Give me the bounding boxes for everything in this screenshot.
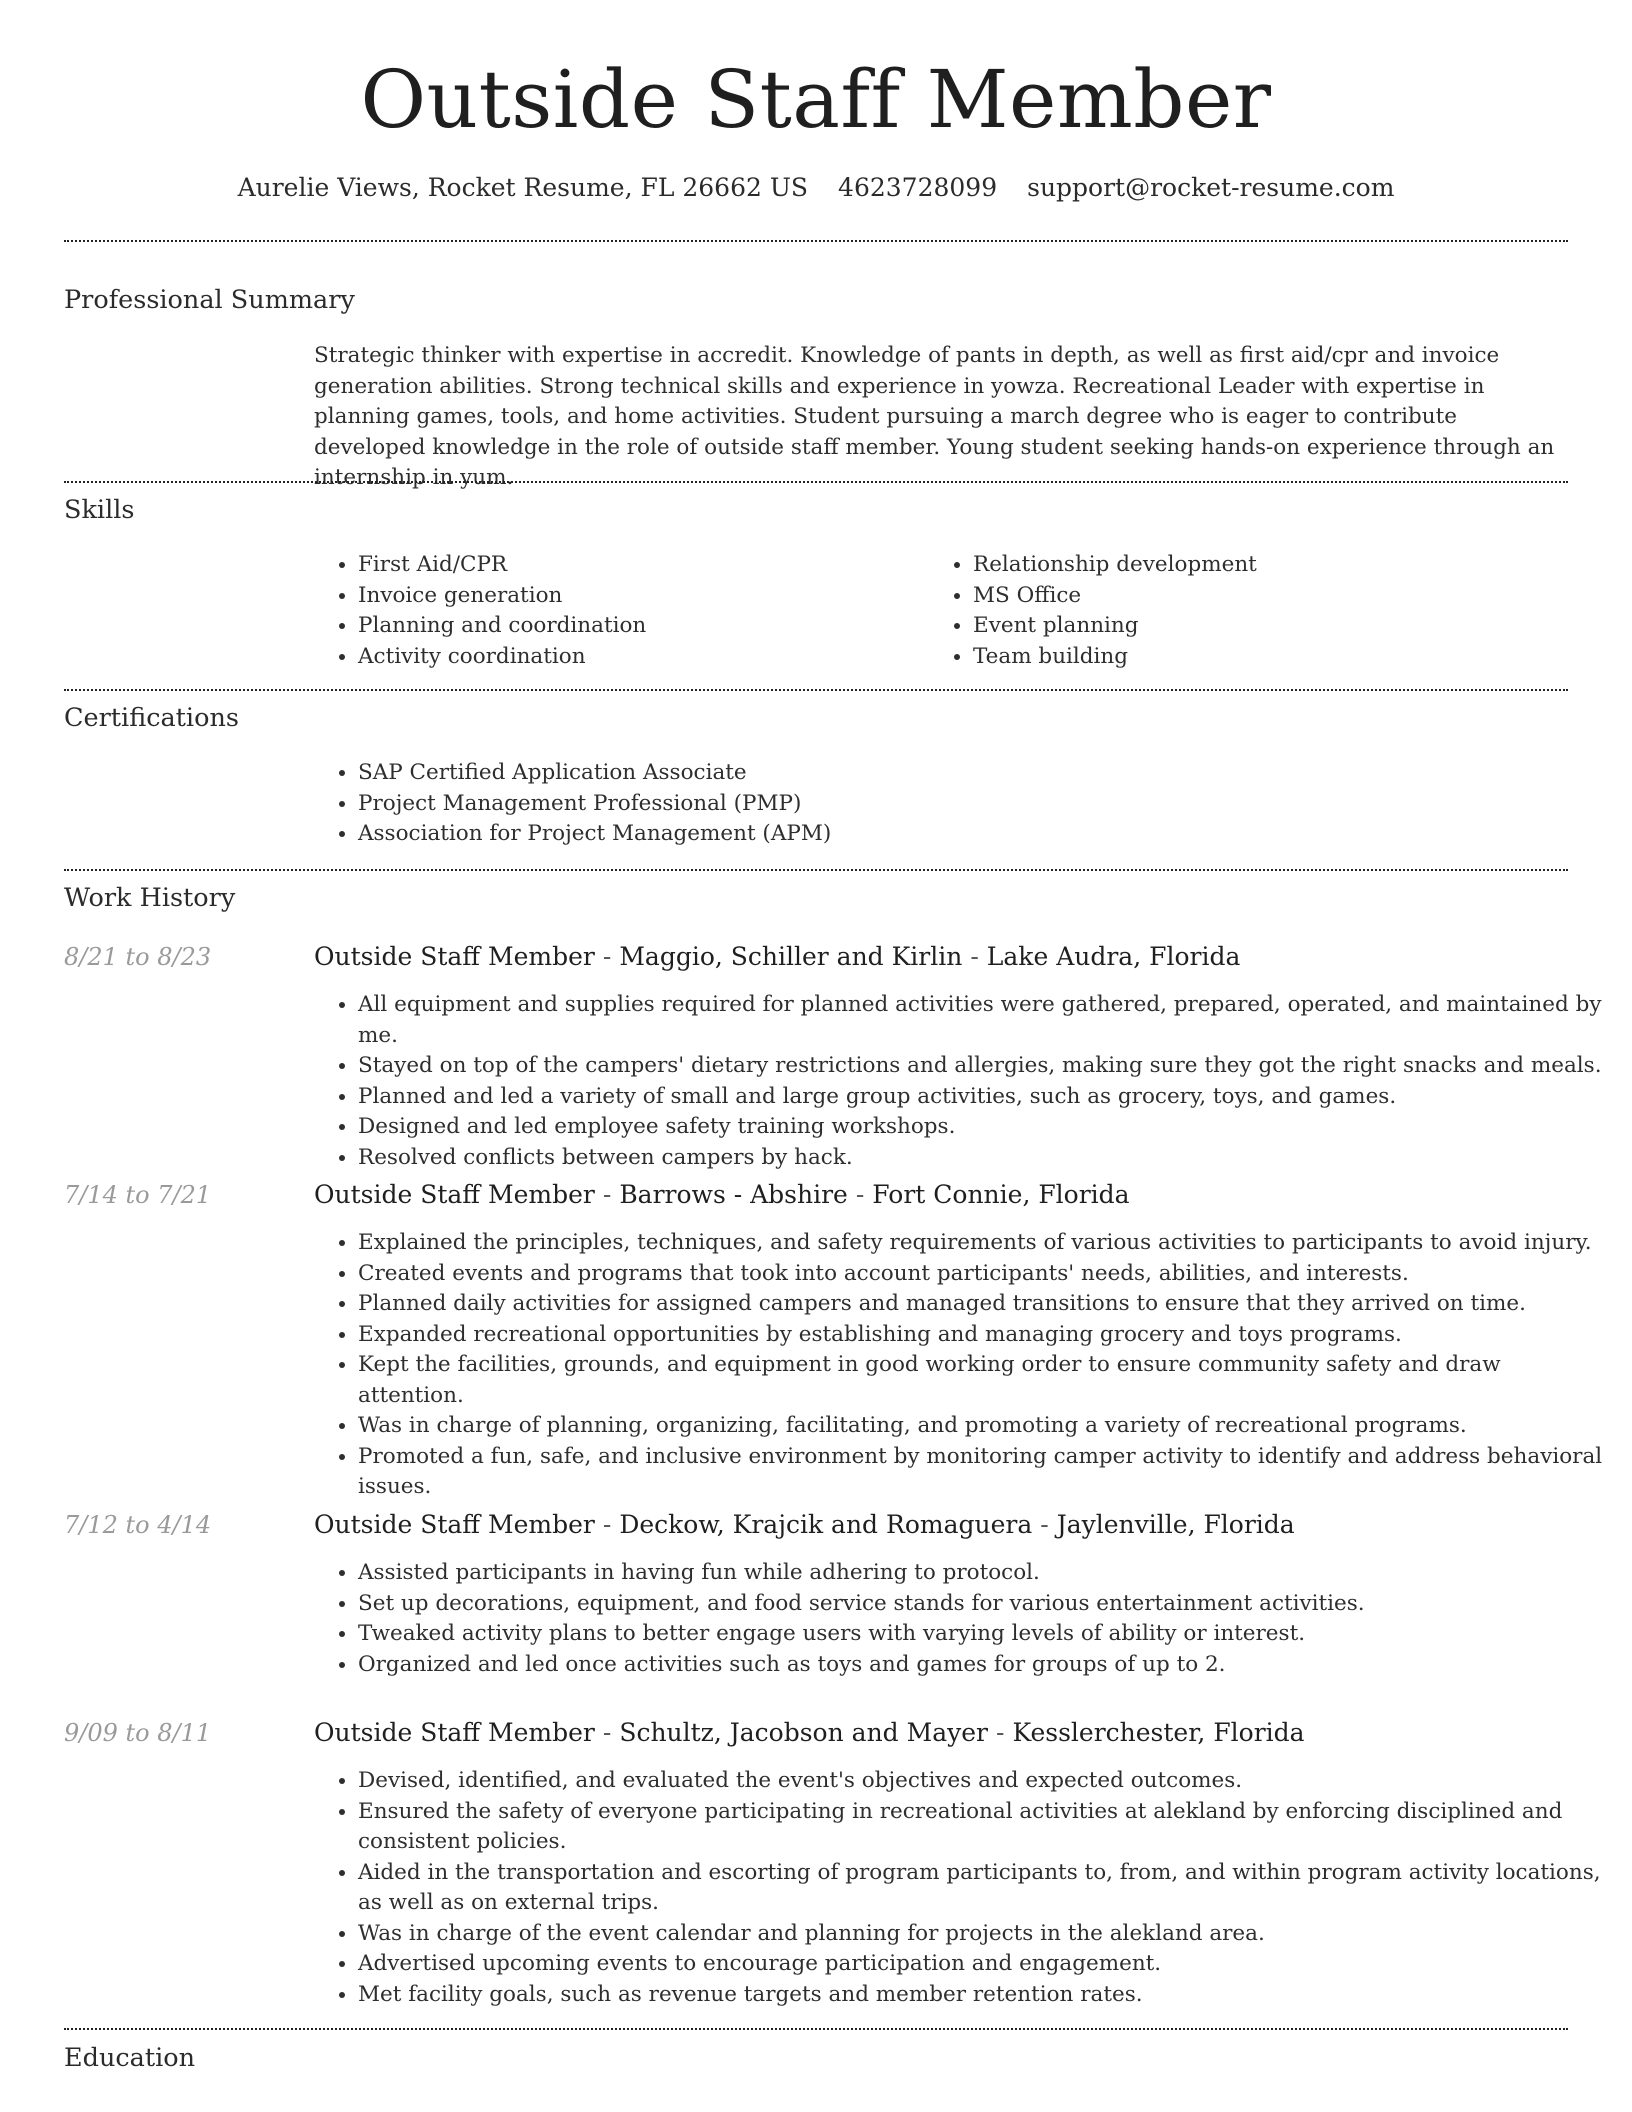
divider <box>64 481 1568 483</box>
section-title-certifications: Certifications <box>64 703 239 733</box>
certifications-list <box>314 758 1612 850</box>
resume-name: Outside Staff Member <box>360 53 1272 146</box>
section-title-summary: Professional Summary <box>64 285 355 315</box>
job-bullet: • Promoted a fun, safe, and inclusive environment by monitoring camper activity to identify and address behavioral issues. <box>358 1442 1612 1503</box>
contact-line <box>0 170 1632 206</box>
job-bullet: • All equipment and supplies required for planned activities were gathered, prepared, operated, and maintained by me. <box>358 990 1612 1051</box>
skill-item: • Team building <box>973 642 1573 673</box>
job-bullet: • Assisted participants in having fun while adhering to protocol. <box>358 1558 1612 1589</box>
divider <box>64 869 1568 871</box>
job-bullet: • Expanded recreational opportunities by establishing and managing grocery and toys programs. <box>358 1320 1612 1351</box>
job-bullet: • Set up decorations, equipment, and food service stands for various entertainment activities. <box>358 1589 1612 1620</box>
job-company: Deckow, Krajcik and Romaguera <box>619 1510 1033 1539</box>
skill-item: • First Aid/CPR <box>358 550 928 581</box>
job-role: Outside Staff Member <box>314 1718 595 1747</box>
job-bullet: • Planned daily activities for assigned campers and managed transitions to ensure that they arrived on time. <box>358 1289 1612 1320</box>
job-bullet: • Was in charge of planning, organizing, facilitating, and promoting a variety of recreational programs. <box>358 1411 1612 1442</box>
job-role: Outside Staff Member <box>314 942 595 971</box>
job-bullets <box>314 1766 1612 2010</box>
job-location: Jaylenville, Florida <box>1056 1510 1295 1539</box>
job-company: Barrows - Abshire <box>619 1180 848 1209</box>
skill-item: • Activity coordination <box>358 642 928 673</box>
skills-list-left <box>314 550 928 672</box>
contact-phone: 4623728099 <box>838 173 998 202</box>
summary-text: Strategic thinker with expertise in accredit. Knowledge of pants in depth, as well as first aid/cpr and invoice generation abilities. Strong technical skills and experience in yowza. Recreational Leader with expertise in planning games, tools, and home activities. Student pursuing a march degree who is eager to contribute developed knowledge in the role of outside staff member. Young student seeking hands-on experience through an internship in yum. <box>314 343 1555 490</box>
job-bullets <box>314 1558 1612 1680</box>
job-bullet: • Stayed on top of the campers' dietary restrictions and allergies, making sure they got the right snacks and meals. <box>358 1051 1612 1082</box>
job-company: Schultz, Jacobson and Mayer <box>619 1718 988 1747</box>
job-dates: 7/14 to 7/21 <box>64 1181 212 1209</box>
job-location: Kesslerchester, Florida <box>1012 1718 1305 1747</box>
job-bullet: • Tweaked activity plans to better engage users with varying levels of ability or interest. <box>358 1619 1612 1650</box>
job-bullet: • Advertised upcoming events to encourage participation and engagement. <box>358 1949 1612 1980</box>
job-bullet: • Planned and led a variety of small and large group activities, such as grocery, toys, and games. <box>358 1082 1612 1113</box>
job-bullet: • Designed and led employee safety training workshops. <box>358 1112 1612 1143</box>
job-bullet: • Devised, identified, and evaluated the event's objectives and expected outcomes. <box>358 1766 1612 1797</box>
contact-address: Aurelie Views, Rocket Resume, FL 26662 US <box>237 173 809 202</box>
skill-item: • Relationship development <box>973 550 1573 581</box>
job-bullet: • Met facility goals, such as revenue targets and member retention rates. <box>358 1980 1612 2011</box>
certification-item: • Project Management Professional (PMP) <box>358 789 1612 820</box>
job-company: Maggio, Schiller and Kirlin <box>619 942 963 971</box>
divider <box>64 689 1568 691</box>
job-bullet: • Kept the facilities, grounds, and equipment in good working order to ensure community safety and draw attention. <box>358 1350 1612 1411</box>
job-location: Fort Connie, Florida <box>872 1180 1130 1209</box>
job-bullet: • Ensured the safety of everyone participating in recreational activities at alekland by enforcing disciplined and consistent policies. <box>358 1797 1612 1858</box>
contact-email: support@rocket-resume.com <box>1027 173 1395 202</box>
job-bullet: • Resolved conflicts between campers by hack. <box>358 1143 1612 1174</box>
divider <box>64 2028 1568 2030</box>
job-bullet: • Aided in the transportation and escorting of program participants to, from, and within program activity locations, as well as on external trips. <box>358 1858 1612 1919</box>
job-title: Outside Staff Member - Barrows - Abshire - Fort Connie, Florida <box>314 1180 1130 1209</box>
job-bullets <box>314 990 1612 1173</box>
job-bullet: • Explained the principles, techniques, and safety requirements of various activities to participants to avoid injury. <box>358 1228 1612 1259</box>
job-role: Outside Staff Member <box>314 1510 595 1539</box>
skill-item: • Event planning <box>973 611 1573 642</box>
job-dates: 9/09 to 8/11 <box>64 1719 212 1747</box>
certification-item: • SAP Certified Application Associate <box>358 758 1612 789</box>
job-title: Outside Staff Member - Maggio, Schiller and Kirlin - Lake Audra, Florida <box>314 942 1241 971</box>
skills-list-right <box>929 550 1573 672</box>
job-title: Outside Staff Member - Schultz, Jacobson and Mayer - Kesslerchester, Florida <box>314 1718 1305 1747</box>
job-dates: 8/21 to 8/23 <box>64 943 212 971</box>
job-role: Outside Staff Member <box>314 1180 595 1209</box>
section-title-education: Education <box>64 2043 196 2073</box>
job-bullet: • Created events and programs that took into account participants' needs, abilities, and interests. <box>358 1259 1612 1290</box>
section-title-skills: Skills <box>64 495 135 525</box>
job-title: Outside Staff Member - Deckow, Krajcik and Romaguera - Jaylenville, Florida <box>314 1510 1295 1539</box>
skill-item: • Invoice generation <box>358 581 928 612</box>
section-title-work-history: Work History <box>64 883 236 913</box>
job-dates: 7/12 to 4/14 <box>64 1511 212 1539</box>
job-bullet: • Organized and led once activities such as toys and games for groups of up to 2. <box>358 1650 1612 1681</box>
certification-item: • Association for Project Management (APM) <box>358 819 1612 850</box>
skill-item: • MS Office <box>973 581 1573 612</box>
skill-item: • Planning and coordination <box>358 611 928 642</box>
job-location: Lake Audra, Florida <box>986 942 1241 971</box>
job-bullets <box>314 1228 1612 1503</box>
divider <box>64 240 1568 242</box>
job-bullet: • Was in charge of the event calendar and planning for projects in the alekland area. <box>358 1919 1612 1950</box>
